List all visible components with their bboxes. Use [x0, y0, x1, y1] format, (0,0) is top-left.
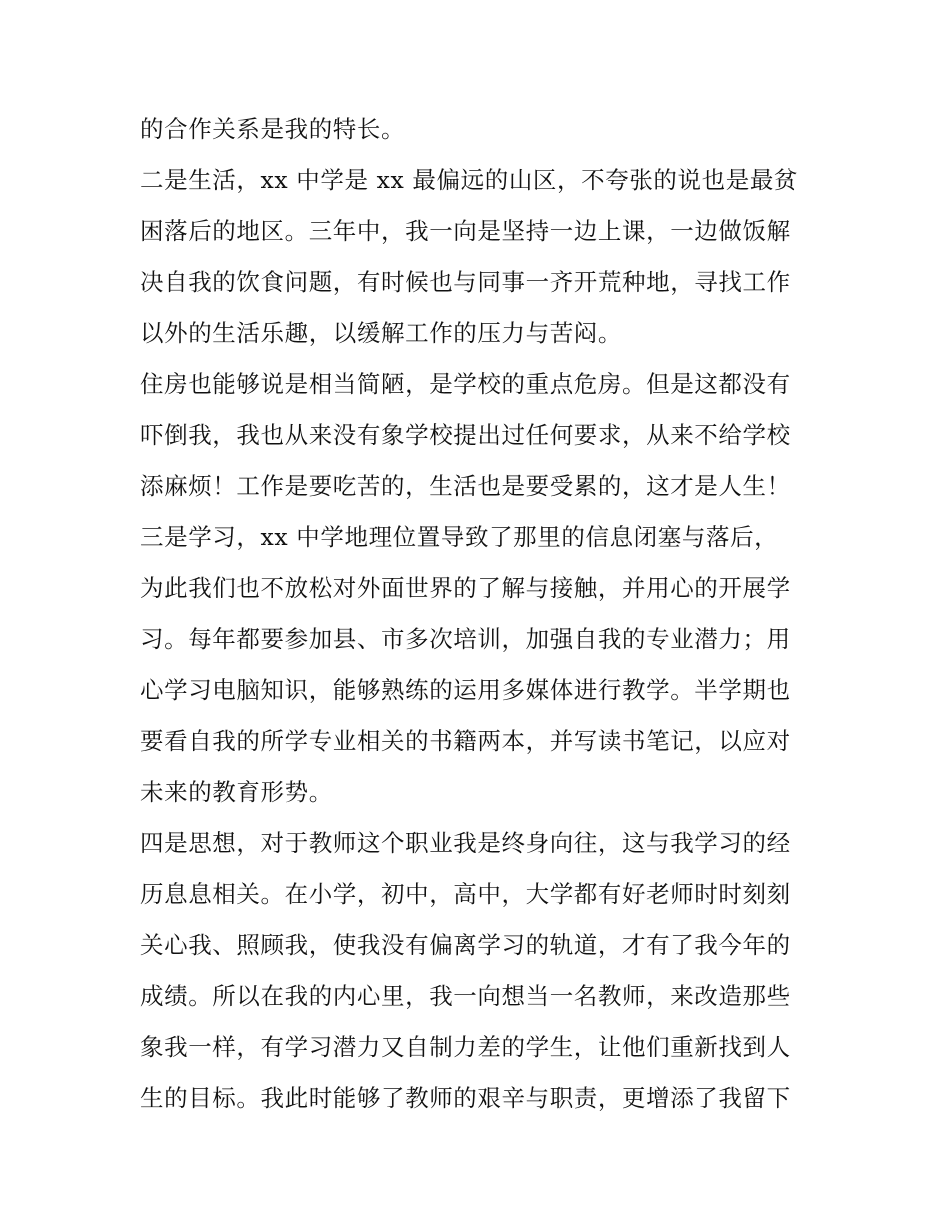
text-line: 困落后的地区。三年中，我一向是坚持一边上课，一边做饭解: [140, 217, 791, 245]
text-line: 要看自我的所学专业相关的书籍两本，并写读书笔记，以应对: [140, 727, 791, 755]
text-line: 历息息相关。在小学，初中，高中，大学都有好老师时时刻刻: [140, 880, 791, 908]
text-line: 象我一样，有学习潜力又自制力差的学生，让他们重新找到人: [140, 1033, 791, 1061]
text-line: 吓倒我，我也从来没有象学校提出过任何要求，从来不给学校: [140, 421, 791, 449]
text-line: 二是生活，xx 中学是 xx 最偏远的山区，不夸张的说也是最贫: [140, 166, 799, 194]
text-line: 四是思想，对于教师这个职业我是终身向往，这与我学习的经: [140, 829, 791, 857]
text-line: 为此我们也不放松对外面世界的了解与接触，并用心的开展学: [140, 574, 791, 602]
text-line: 成绩。所以在我的内心里，我一向想当一名教师，来改造那些: [140, 982, 791, 1010]
text-line: 三是学习，xx 中学地理位置导致了那里的信息闭塞与落后，: [140, 523, 779, 551]
text-line: 生的目标。我此时能够了教师的艰辛与职责，更增添了我留下: [140, 1084, 791, 1112]
text-line: 习。每年都要参加县、市多次培训，加强自我的专业潜力；用: [140, 625, 791, 653]
text-line: 住房也能够说是相当简陋，是学校的重点危房。但是这都没有: [140, 370, 791, 398]
document-body: [140, 104, 820, 1124]
text-line: 心学习电脑知识，能够熟练的运用多媒体进行教学。半学期也: [140, 676, 791, 704]
text-line: 以外的生活乐趣，以缓解工作的压力与苦闷。: [140, 319, 622, 347]
text-line: 添麻烦！工作是要吃苦的，生活也是要受累的，这才是人生！: [140, 472, 791, 500]
text-line: 关心我、照顾我，使我没有偏离学习的轨道，才有了我今年的: [140, 931, 791, 959]
text-line: 未来的教育形势。: [140, 778, 333, 806]
text-line: 决自我的饮食问题，有时候也与同事一齐开荒种地，寻找工作: [140, 268, 791, 296]
text-line: 的合作关系是我的特长。: [140, 115, 406, 143]
